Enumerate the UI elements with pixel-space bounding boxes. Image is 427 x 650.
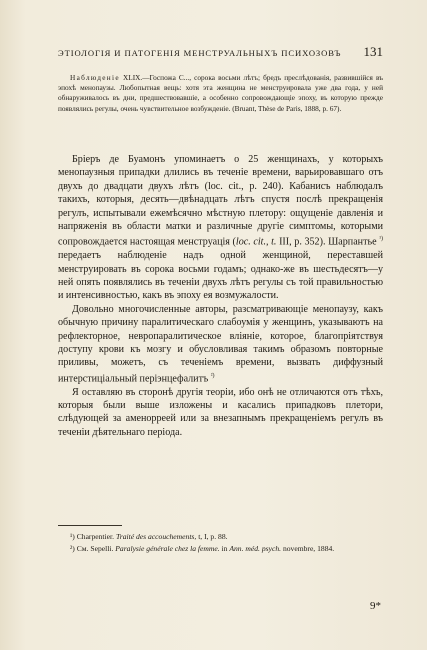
running-header bbox=[58, 44, 383, 60]
footnote-2-author: ²) См. Sepelli. bbox=[70, 543, 116, 553]
signature-mark: 9* bbox=[370, 600, 381, 612]
observation-note bbox=[58, 73, 383, 114]
paragraph-1-text-c: передаетъ наблюденіе надъ одной женщиной, переставшей менструировать въ сорока восьми годамъ; однако-же въ шестьдесятъ—у ней опять появлялись въ теченіи двухъ лѣтъ регулы съ той правильностью и интенсивностью, какъ въ эпоху ея возмужалости. bbox=[58, 250, 383, 302]
paragraph-2-text: Довольно многочисленные авторы, разсматривающіе менопаузу, какъ обычную причину паралитическаго слабоумія у женщинъ, указываютъ на рефлекторное, невропаралитическое вліяніе, которое, благопріятствуя доступу крови къ мозгу и обусловливая такимъ образомъ повторные приливы, можетъ, съ теченіемъ времени, вызвать диффузный интерстиціальный періэнцефалитъ bbox=[58, 303, 383, 385]
footnote-2-title: Paralysie générale chez la femme. bbox=[115, 543, 220, 553]
paragraph-1-text-a: Бріеръ де Буамонъ упоминаетъ о 25 женщинахъ, у которыхъ менопаузныя припадки длились въ теченіе времени, варьировавшаго отъ двухъ до двадцати двухъ лѣтъ (loc. cit., р. 240). Кабанисъ наблюдалъ такихъ, которыя, десять—двѣнадцать лѣтъ спустя послѣ прекращенія регулъ, испытывали ежемѣсячно мѣстную плетору: ощущеніе давленія и напряженія въ области матки и различные другіе симптомы, которыми сопровождается настоящая менструація ( bbox=[58, 154, 383, 248]
footnote-1 bbox=[58, 531, 383, 543]
main-text bbox=[58, 153, 383, 439]
footnote-2-in: in bbox=[219, 543, 230, 553]
running-title: ЭТІОЛОГІЯ И ПАТОГЕНІЯ МЕНСТРУАЛЬНЫХЪ ПСИХОЗОВЪ bbox=[58, 48, 342, 58]
footnote-1-author: ¹) Charpentier. bbox=[70, 532, 116, 541]
paragraph-1-citation: loc. cit., t. bbox=[235, 236, 277, 248]
page-number: 131 bbox=[363, 44, 383, 59]
observation-text: XLIX.—Госпожа С..., сорока восьми лѣтъ; бредъ преслѣдованія, развившійся въ эпохѣ менопаузы. Любопытная вещь: хотя эта женщина не менструировала уже два года, у ней обнаруживалось въ дни, предшествовавшіе, а особенно сопровождающіе эпоху, въ которую прежде появлялись регулы, очень чувствительное возбужденіе. (Bruant, Thèse de Paris, 1888, р. 67). bbox=[58, 73, 383, 113]
paragraph-1 bbox=[58, 153, 383, 303]
footnotes bbox=[58, 531, 383, 554]
footnote-2-journal: Ann. méd. psych. bbox=[229, 543, 282, 553]
footnote-1-title: Traité des accouchements, bbox=[115, 532, 197, 541]
footnote-ref-1: ¹) bbox=[379, 236, 383, 243]
observation-label: Наблюденіе bbox=[70, 73, 120, 82]
paragraph-3: Я оставляю въ сторонѣ другія теоріи, ибо онѣ не отличаются отъ тѣхъ, которыя были выше изложены и касались припадковъ плетори, слѣдующей за аменорреей или за внезапнымъ прекращеніемъ регулъ въ теченіи дѣятельнаго періода. bbox=[58, 386, 383, 438]
footnote-2-date: novembre, 1884. bbox=[281, 543, 335, 553]
paragraph-1-text-b: III, р. 352). Шарпантье bbox=[276, 236, 380, 248]
paragraph-2 bbox=[58, 303, 383, 386]
footnote-ref-2: ²) bbox=[210, 372, 215, 379]
footnote-1-ref: t, I, p. 88. bbox=[196, 532, 228, 541]
footnote-rule bbox=[58, 525, 122, 526]
footnote-2 bbox=[58, 543, 383, 555]
